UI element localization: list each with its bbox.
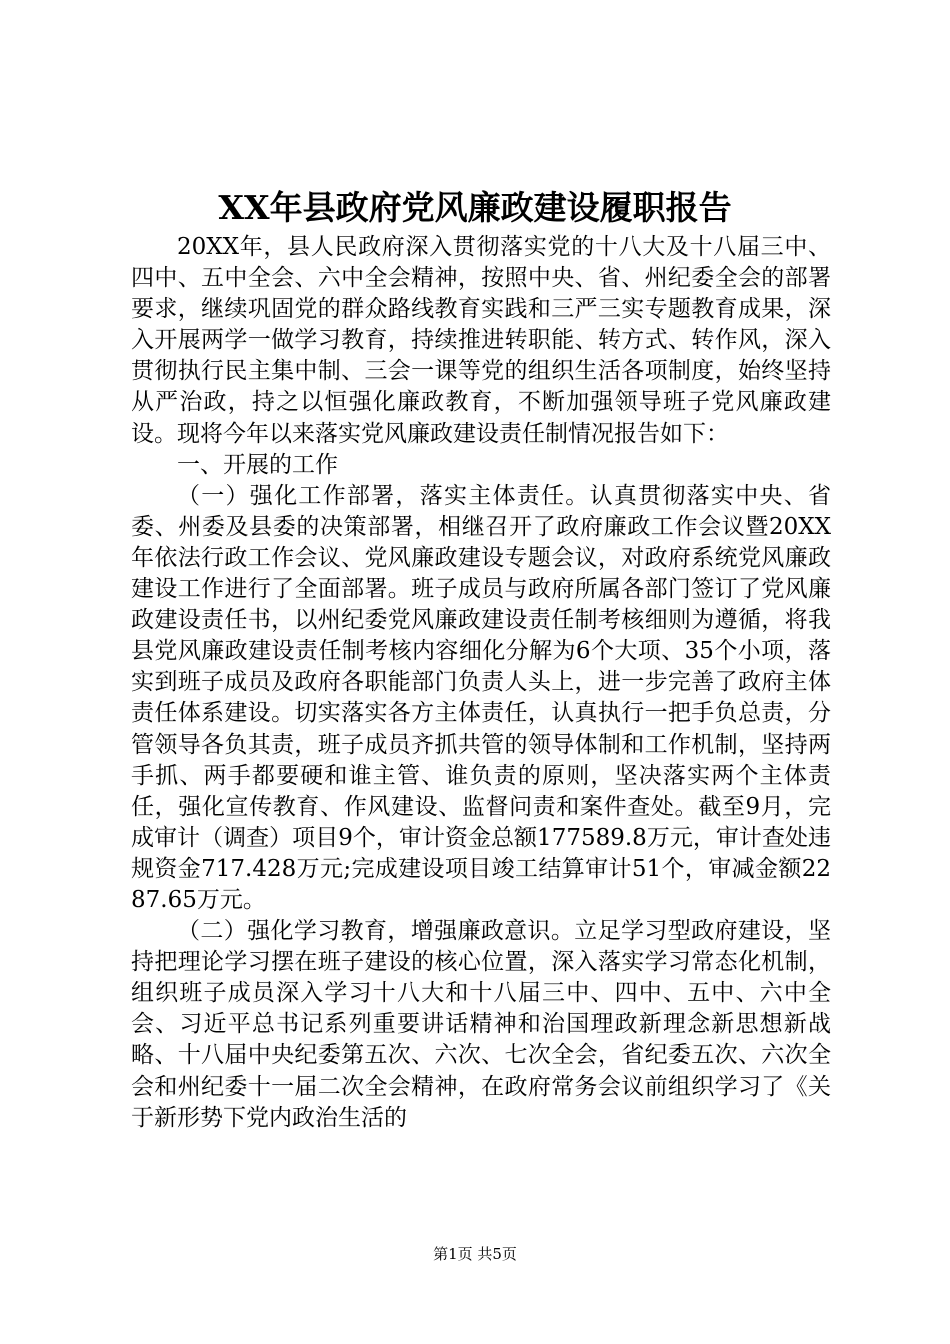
page-footer: 第1页 共5页 [433,1245,517,1263]
intro-paragraph: 20XX年，县人民政府深入贯彻落实党的十八大及十八届三中、四中、五中全会、六中全会精神，按照中央、省、州纪委全会的部署要求，继续巩固党的群众路线教育实践和三严三实专题教育成果，深入开展两学一做学习教育，持续推进转职能、转方式、转作风，深入贯彻执行民主集中制、三会一课等党的组织生活各项制度，始终坚持从严治政，持之以恒强化廉政教育，不断加强领导班子党风廉政建设。现将今年以来落实党风廉政建设责任制情况报告如下： [131,234,831,447]
section-heading-work: 一、开展的工作 [177,451,338,478]
paragraph-section-1: （一）强化工作部署，落实主体责任。认真贯彻落实中央、省委、州委及县委的决策部署，相继召开了政府廉政工作会议暨20XX年依法行政工作会议、党风廉政建设专题会议，对政府系统党风廉政建设工作进行了全面部署。班子成员与政府所属各部门签订了党风廉政建设责任书，以州纪委党风廉政建设责任制考核细则为遵循，将我县党风廉政建设责任制考核内容细化分解为6个大项、35个小项，落实到班子成员及政府各职能部门负责人头上，进一步完善了政府主体责任体系建设。切实落实各方主体责任，认真执行一把手负总责，分管领导各负其责，班子成员齐抓共管的领导体制和工作机制，坚持两手抓、两手都要硬和谁主管、谁负责的原则，坚决落实两个主体责任，强化宣传教育、作风建设、监督问责和案件查处。截至9月，完成审计（调查）项目9个，审计资金总额177589.8万元，审计查处违规资金717.428万元;完成建设项目竣工结算审计51个，审减金额2287.65万元。 [131,482,831,913]
paragraph-section-2: （二）强化学习教育，增强廉政意识。立足学习型政府建设，坚持把理论学习摆在班子建设的核心位置，深入落实学习常态化机制，组织班子成员深入学习十八大和十八届三中、四中、五中、六中全会、习近平总书记系列重要讲话精神和治国理政新理念新思想新战略、十八届中央纪委第五次、六次、七次全会，省纪委五次、六次全会和州纪委十一届二次全会精神，在政府常务会议前组织学习了《关于新形势下党内政治生活的 [131,918,831,1131]
document-title: XX年县政府党风廉政建设履职报告 [218,188,732,227]
document-body [131,232,831,1134]
